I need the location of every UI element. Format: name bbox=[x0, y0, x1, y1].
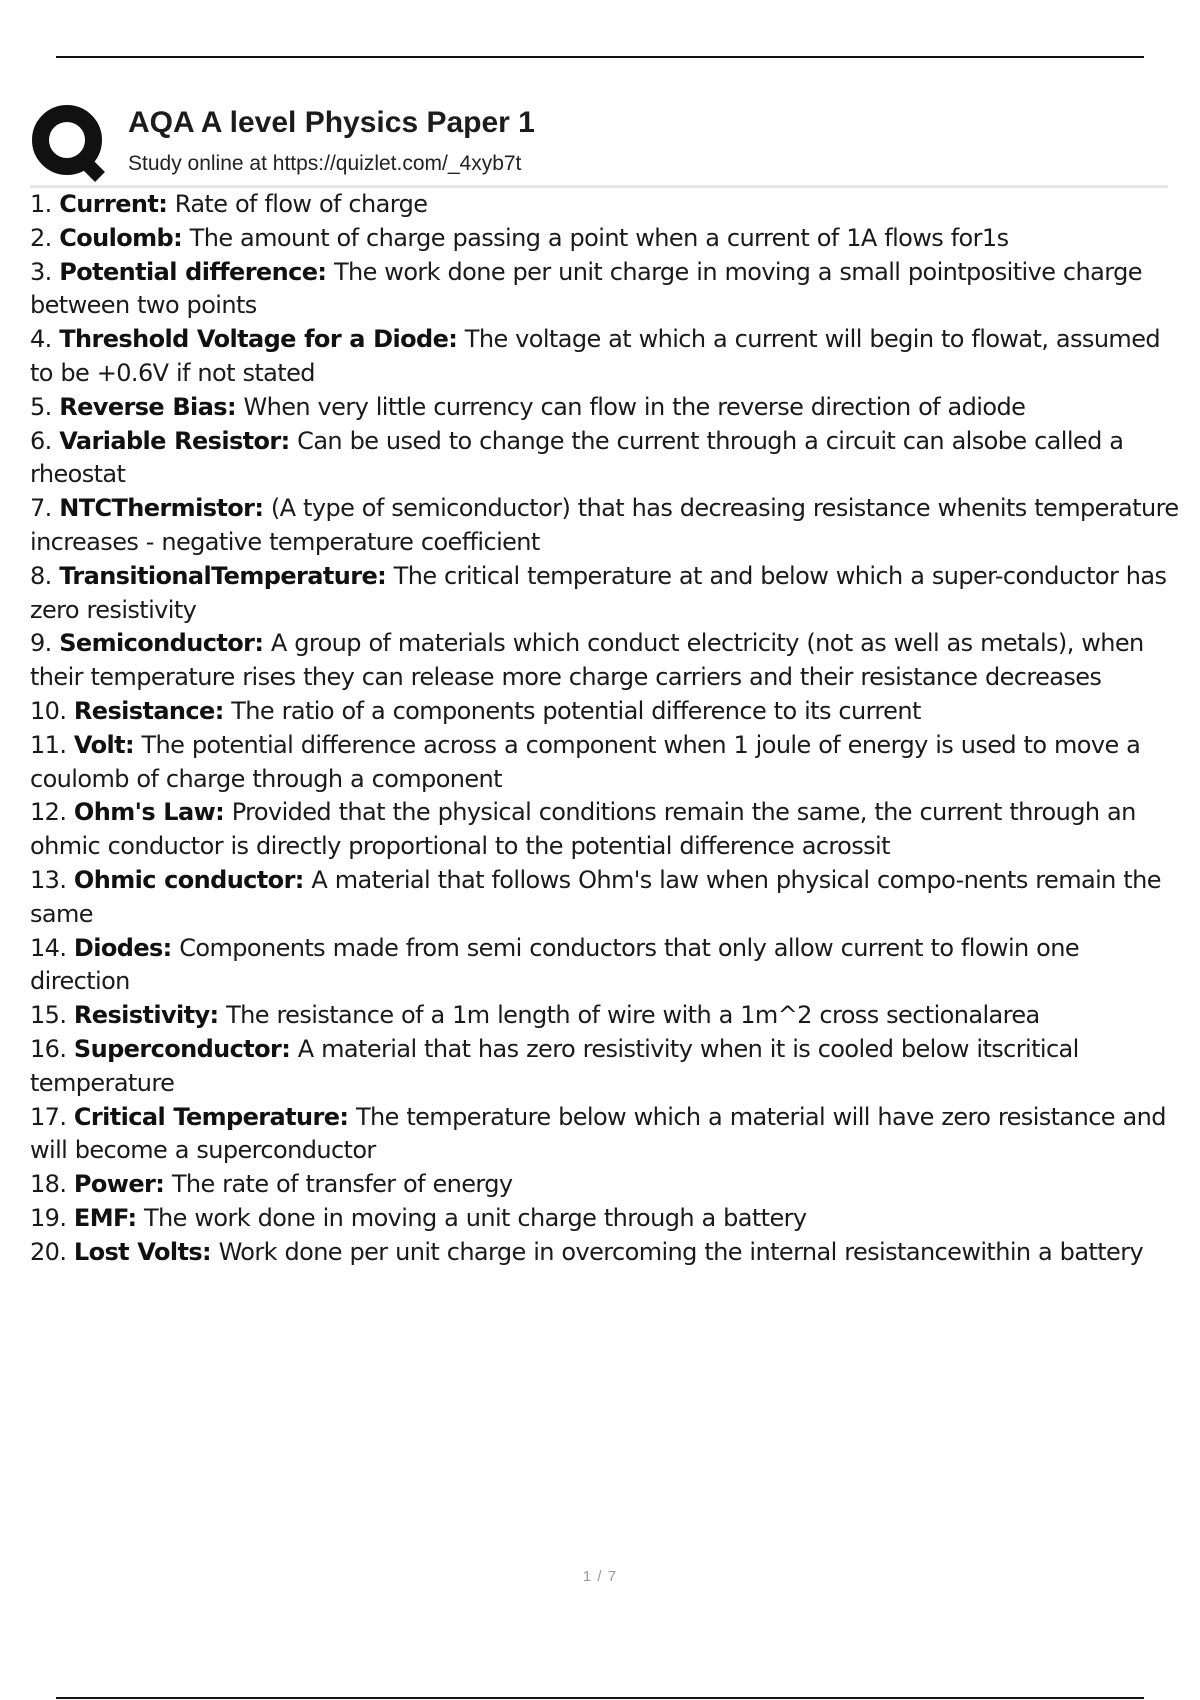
term-word: Power: bbox=[73, 1170, 165, 1199]
term-definition: The ratio of a components potential difference to its current bbox=[231, 696, 921, 725]
term-definition: (A type of semiconductor) that has decreasing resistance whenits temperature increases - negative temperature coefficient bbox=[30, 494, 1179, 556]
term-number: 8. bbox=[30, 561, 52, 590]
study-online-link[interactable]: Study online at https://quizlet.com/_4xyb7t bbox=[128, 152, 522, 175]
term-item bbox=[30, 1202, 1180, 1236]
term-item bbox=[30, 425, 1180, 493]
term-definition: Rate of flow of charge bbox=[174, 190, 428, 218]
term-number: 7. bbox=[30, 494, 52, 523]
term-item bbox=[30, 391, 1180, 425]
term-number: 19. bbox=[30, 1203, 67, 1232]
term-word: Ohmic conductor: bbox=[73, 865, 304, 894]
term-word: Threshold Voltage for a Diode: bbox=[59, 325, 458, 354]
term-number: 1. bbox=[30, 190, 52, 218]
term-word: Reverse Bias: bbox=[59, 392, 236, 421]
term-item bbox=[30, 1236, 1180, 1270]
term-word: Volt: bbox=[73, 730, 134, 759]
term-number: 6. bbox=[30, 426, 52, 455]
bottom-rule bbox=[56, 1697, 1144, 1699]
term-item bbox=[30, 729, 1180, 797]
term-definition: The resistance of a 1m length of wire with a 1m^2 cross sectionalarea bbox=[226, 1001, 1040, 1030]
term-number: 20. bbox=[30, 1237, 67, 1266]
term-definition: The potential difference across a component when 1 joule of energy is used to move a coulomb of charge through a component bbox=[30, 730, 1141, 793]
term-item bbox=[30, 323, 1180, 391]
term-word: Current: bbox=[59, 190, 168, 218]
term-definition: The critical temperature at and below which a super-conductor has zero resistivity bbox=[30, 561, 1167, 624]
term-definition: The temperature below which a material will have zero resistance and will become a superconductor bbox=[30, 1102, 1166, 1165]
term-item bbox=[30, 560, 1180, 628]
term-number: 16. bbox=[30, 1034, 67, 1063]
term-number: 5. bbox=[30, 392, 52, 421]
term-definition: Work done per unit charge in overcoming the internal resistancewithin a battery bbox=[218, 1237, 1144, 1266]
term-definition: Can be used to change the current through a circuit can alsobe called a rheostat bbox=[30, 426, 1124, 489]
term-definition: A material that has zero resistivity when it is cooled below itscritical temperature bbox=[30, 1034, 1079, 1097]
top-rule bbox=[56, 56, 1144, 58]
term-item bbox=[30, 222, 1180, 256]
term-definition: The work done per unit charge in moving a small pointpositive charge between two points bbox=[30, 257, 1142, 320]
term-item bbox=[30, 864, 1180, 932]
term-item bbox=[30, 492, 1180, 560]
term-number: 9. bbox=[30, 629, 52, 658]
term-word: TransitionalTemperature: bbox=[59, 561, 387, 590]
term-definition: A material that follows Ohm's law when physical compo-nents remain the same bbox=[30, 865, 1161, 928]
term-word: Resistivity: bbox=[73, 1001, 219, 1030]
term-item bbox=[30, 627, 1180, 695]
term-number: 4. bbox=[30, 325, 52, 354]
terms-list bbox=[30, 188, 1180, 1270]
term-word: NTCThermistor: bbox=[59, 494, 264, 523]
page-number: 1 / 7 bbox=[582, 1568, 618, 1585]
term-definition: A group of materials which conduct electricity (not as well as metals), when their temperature rises they can release more charge carriers and their resistance decreases bbox=[30, 629, 1144, 692]
term-definition: The rate of transfer of energy bbox=[171, 1170, 513, 1199]
document-title: AQA A level Physics Paper 1 bbox=[128, 106, 535, 139]
term-number: 11. bbox=[30, 730, 67, 759]
term-definition: Components made from semi conductors that only allow current to flowin one direction bbox=[30, 933, 1080, 996]
term-number: 17. bbox=[30, 1102, 67, 1131]
term-item bbox=[30, 256, 1180, 324]
term-item bbox=[30, 932, 1180, 1000]
term-word: Critical Temperature: bbox=[73, 1102, 349, 1131]
term-word: EMF: bbox=[73, 1203, 137, 1232]
term-word: Resistance: bbox=[73, 696, 224, 725]
term-word: Superconductor: bbox=[73, 1034, 291, 1063]
term-definition: The amount of charge passing a point when a current of 1A flows for1s bbox=[189, 223, 1009, 252]
term-word: Potential difference: bbox=[59, 257, 327, 286]
term-word: Lost Volts: bbox=[73, 1237, 212, 1266]
term-number: 15. bbox=[30, 1001, 67, 1030]
term-item bbox=[30, 796, 1180, 864]
term-number: 10. bbox=[30, 696, 67, 725]
term-number: 3. bbox=[30, 257, 52, 286]
term-word: Ohm's Law: bbox=[73, 798, 225, 827]
term-item bbox=[30, 1101, 1180, 1169]
term-item bbox=[30, 188, 1180, 222]
term-item bbox=[30, 999, 1180, 1033]
term-number: 14. bbox=[30, 933, 67, 962]
term-definition: Provided that the physical conditions remain the same, the current through an ohmic conductor is directly proportional to the potential difference acrossit bbox=[30, 798, 1136, 861]
term-definition: The work done in moving a unit charge through a battery bbox=[144, 1203, 807, 1232]
term-number: 2. bbox=[30, 223, 52, 252]
term-definition: The voltage at which a current will begin to flowat, assumed to be +0.6V if not stated bbox=[30, 325, 1161, 387]
term-number: 18. bbox=[30, 1170, 67, 1199]
term-number: 13. bbox=[30, 865, 67, 894]
term-item bbox=[30, 695, 1180, 729]
term-definition: When very little currency can flow in the reverse direction of adiode bbox=[243, 392, 1026, 421]
term-item bbox=[30, 1033, 1180, 1101]
term-number: 12. bbox=[30, 798, 67, 827]
term-item bbox=[30, 1168, 1180, 1202]
term-word: Diodes: bbox=[73, 933, 172, 962]
term-word: Coulomb: bbox=[59, 223, 183, 252]
term-word: Semiconductor: bbox=[59, 629, 264, 658]
term-word: Variable Resistor: bbox=[59, 426, 290, 455]
quizlet-q-logo-icon bbox=[30, 103, 110, 183]
